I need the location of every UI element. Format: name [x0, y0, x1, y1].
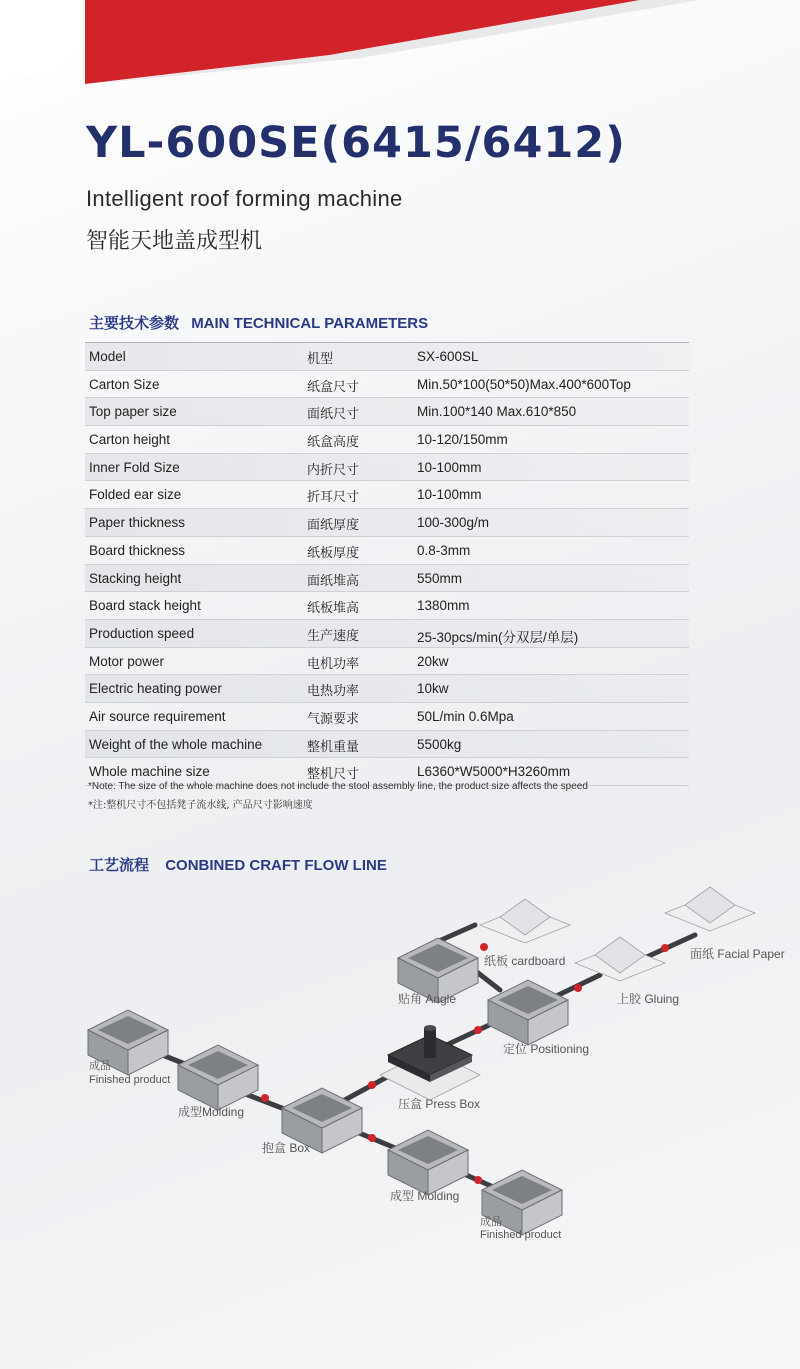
param-value: SX-600SL — [417, 349, 479, 364]
param-value: 10kw — [417, 681, 449, 697]
param-value: 25-30pcs/min(分双层/单层) — [417, 629, 579, 645]
param-name-en: Carton Size — [89, 376, 160, 392]
molding-box-1 — [178, 1045, 258, 1110]
label-molding-1: 成型Molding — [178, 1105, 245, 1119]
facial-paper-sheet — [665, 887, 755, 931]
param-name-cn: 整机尺寸 — [307, 767, 360, 783]
product-subtitle-en: Intelligent roof forming machine — [86, 186, 403, 211]
param-row — [85, 620, 689, 648]
param-row — [85, 592, 689, 620]
param-row — [85, 703, 689, 731]
param-name-cn: 纸盒高度 — [307, 435, 360, 451]
gluing-sheet — [575, 937, 665, 981]
param-name-cn: 纸板厚度 — [307, 545, 360, 561]
param-value: 550mm — [417, 570, 463, 586]
label-facial-paper: 面纸 Facial Paper — [690, 947, 785, 961]
param-name-en: Motor power — [89, 653, 165, 669]
product-title: YL-600SE(6415/6412) — [86, 118, 626, 168]
cardboard-sheet — [480, 899, 570, 943]
molding-box-2 — [388, 1130, 468, 1195]
param-row — [85, 648, 689, 676]
param-row — [85, 454, 689, 482]
param-name-cn: 机型 — [307, 352, 334, 367]
param-name-en: Production speed — [89, 625, 195, 641]
param-name-cn: 气源要求 — [307, 711, 360, 727]
param-row — [85, 426, 689, 454]
param-name-cn: 电热功率 — [307, 684, 360, 700]
param-value: Min.50*100(50*50)Max.400*600Top — [417, 376, 631, 392]
label-positioning: 定位 Positioning — [503, 1042, 590, 1056]
param-value: 100-300g/m — [417, 515, 490, 531]
param-name-cn: 生产速度 — [307, 628, 360, 644]
param-name-cn: 折耳尺寸 — [307, 490, 360, 506]
param-row — [85, 731, 689, 759]
param-name-cn: 面纸堆高 — [307, 573, 360, 589]
param-name-cn: 电机功率 — [307, 656, 360, 672]
param-name-cn: 纸板堆高 — [307, 601, 360, 617]
label-press-box: 压盒 Press Box — [398, 1097, 481, 1111]
param-name-en: Paper thickness — [89, 515, 186, 531]
parameters-table — [85, 342, 689, 786]
param-row — [85, 675, 689, 703]
param-name-cn: 面纸尺寸 — [307, 407, 360, 423]
param-name-cn: 纸盒尺寸 — [307, 379, 360, 395]
param-name-en: Board thickness — [89, 542, 186, 558]
param-row — [85, 398, 689, 426]
craft-flow-diagram — [0, 880, 800, 1250]
param-row — [85, 481, 689, 509]
params-section-heading — [89, 312, 428, 333]
label-gluing: 上胶 Gluing — [617, 992, 680, 1006]
label-finished-cn-2: 成品 — [480, 1216, 502, 1228]
flow-heading-en: CONBINED CRAFT FLOW LINE — [165, 857, 387, 874]
param-row — [85, 371, 689, 399]
param-value: 20kw — [417, 653, 449, 669]
param-name-en: Model — [89, 349, 126, 364]
label-molding-2: 成型 Molding — [390, 1189, 460, 1203]
param-name-en: Folded ear size — [89, 487, 182, 503]
top-banner — [0, 0, 800, 90]
param-value: 10-100mm — [417, 459, 482, 475]
param-value: 10-100mm — [417, 487, 482, 503]
param-name-cn: 内折尺寸 — [307, 462, 360, 478]
param-name-en: Electric heating power — [89, 681, 222, 697]
param-value: Min.100*140 Max.610*850 — [417, 404, 577, 420]
label-finished-cn-1: 成品 — [89, 1060, 111, 1072]
flow-section-heading — [89, 854, 387, 875]
label-finished-en-1: Finished product — [89, 1074, 171, 1086]
note-en: *Note: The size of the whole machine does not include the stool assembly line, the product size affects the speed — [88, 781, 588, 792]
param-row — [85, 565, 689, 593]
param-name-en: Weight of the whole machine — [89, 736, 263, 752]
label-finished-en-2: Finished product — [480, 1229, 562, 1241]
label-box: 抱盒 Box — [262, 1141, 311, 1155]
param-name-cn: 整机重量 — [307, 739, 360, 755]
param-value: 10-120/150mm — [417, 432, 508, 448]
param-value: 50L/min 0.6Mpa — [417, 708, 514, 724]
params-heading-en: MAIN TECHNICAL PARAMETERS — [191, 315, 429, 332]
label-cardboard: 纸板 cardboard — [484, 954, 566, 968]
param-value: 5500kg — [417, 736, 462, 752]
param-value: L6360*W5000*H3260mm — [417, 764, 571, 780]
param-name-cn: 面纸厚度 — [307, 518, 360, 534]
note-cn: *注:整机尺寸不包括凳子流水线, 产品尺寸影响速度 — [88, 800, 313, 811]
param-row — [85, 537, 689, 565]
param-name-en: Carton height — [89, 432, 171, 448]
param-row — [85, 342, 689, 371]
param-name-en: Board stack height — [89, 598, 201, 614]
params-heading-cn: 主要技术参数 — [89, 314, 180, 332]
param-row — [85, 509, 689, 537]
flow-heading-cn: 工艺流程 — [89, 856, 150, 874]
label-angle: 贴角 Angle — [398, 992, 457, 1006]
param-value: 0.8-3mm — [417, 542, 471, 558]
param-value: 1380mm — [417, 598, 470, 614]
param-name-en: Top paper size — [89, 404, 177, 420]
param-name-en: Inner Fold Size — [89, 459, 180, 475]
param-name-en: Whole machine size — [89, 764, 210, 780]
param-name-en: Air source requirement — [89, 708, 226, 724]
product-subtitle-cn: 智能天地盖成型机 — [86, 229, 263, 254]
param-name-en: Stacking height — [89, 570, 182, 586]
